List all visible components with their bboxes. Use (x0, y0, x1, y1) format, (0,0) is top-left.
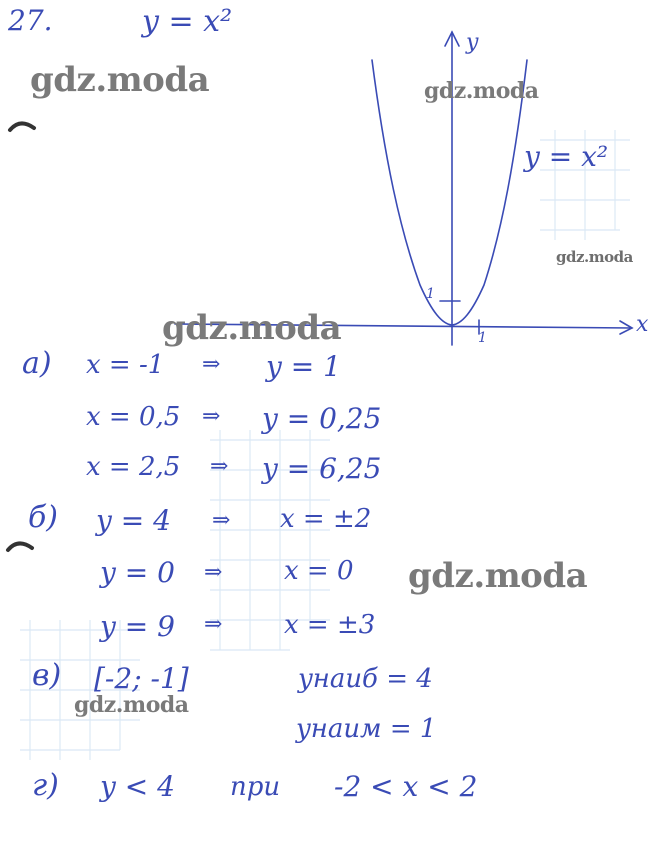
tick-x-label: 1 (478, 330, 487, 346)
part-v-min: yнаим = 1 (296, 714, 437, 744)
part-b-result-1: x = ±2 (280, 504, 372, 534)
part-v-marker: в) (32, 658, 62, 693)
part-g-word: при (230, 772, 281, 802)
part-a-result-1: y = 1 (266, 350, 341, 383)
part-a-marker: а) (22, 346, 52, 381)
part-a-given-3: x = 2,5 (86, 452, 181, 482)
part-b-given-1: y = 4 (96, 504, 171, 537)
part-b-given-3: y = 9 (100, 610, 175, 643)
watermark: gdz.moda (408, 556, 588, 596)
part-b-result-3: x = ±3 (284, 610, 376, 640)
part-g-condition: -2 < x < 2 (334, 770, 478, 803)
part-b-arrow-1: ⇒ (212, 508, 231, 533)
part-v-max: yнаиб = 4 (298, 664, 433, 694)
part-a-arrow-2: ⇒ (202, 404, 221, 429)
part-b-arrow-2: ⇒ (204, 560, 223, 585)
part-b-result-2: x = 0 (284, 556, 354, 586)
part-b-arrow-3: ⇒ (204, 612, 223, 637)
y-axis-label: y (466, 30, 479, 55)
watermark: gdz.moda (424, 78, 539, 104)
part-a-given-1: x = -1 (86, 350, 165, 380)
x-axis-label: x (636, 312, 649, 337)
watermark: gdz.moda (74, 692, 189, 718)
part-v-interval: [-2; -1] (94, 662, 189, 695)
part-a-result-3: y = 6,25 (262, 452, 382, 485)
part-a-result-2: y = 0,25 (262, 402, 382, 435)
function-title: y = x² (142, 4, 233, 39)
part-b-marker: б) (28, 500, 59, 535)
part-g-inequality: y < 4 (100, 770, 175, 803)
tick-y-label: 1 (426, 286, 435, 302)
part-b-given-2: y = 0 (100, 556, 175, 589)
part-g-marker: г) (32, 768, 59, 803)
curve-label: y = x² (524, 140, 609, 173)
part-a-arrow-1: ⇒ (202, 352, 221, 377)
problem-number: 27. (8, 4, 53, 37)
part-a-arrow-3: ⇒ (210, 454, 229, 479)
part-a-given-2: x = 0,5 (86, 402, 181, 432)
watermark: gdz.moda (556, 248, 633, 266)
watermark: gdz.moda (30, 60, 210, 100)
watermark: gdz.moda (162, 308, 342, 348)
